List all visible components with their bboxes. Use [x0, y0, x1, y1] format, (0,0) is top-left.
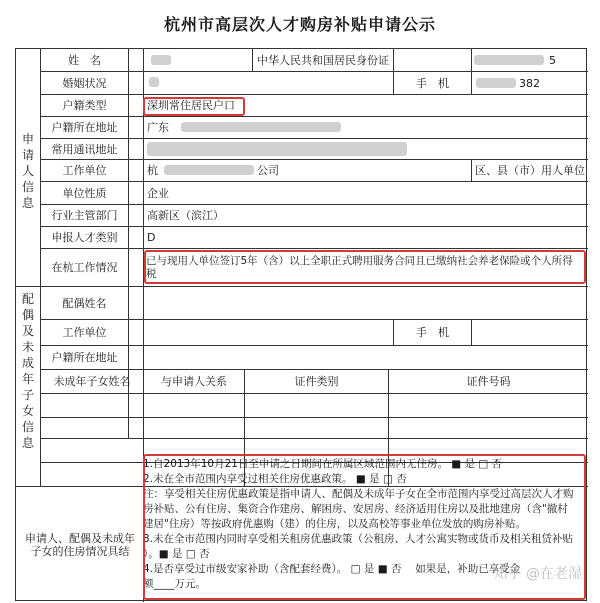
declaration-line: 建居"住房）等按政府优惠购（建）的住房，以及高校等事业单位发放的购房补贴。	[143, 518, 526, 530]
employer-type-value: 企业	[147, 186, 169, 200]
id-number-header: 证件号码	[466, 375, 511, 388]
name-label: 姓 名	[68, 54, 101, 67]
declaration-line: 4.是否享受过市级安家补助（含配套经费）。 □ 是 ■ 否 如果是，补助已享受金	[143, 563, 521, 575]
id-number-value: 5	[549, 54, 556, 67]
hukou-type-value: 深圳常住居民户口	[147, 99, 235, 112]
hukou-place-label: 户籍所在地址	[51, 121, 118, 134]
declaration-line: ）。■ 是 □ 否	[143, 548, 210, 560]
spouse-work-unit-label: 工作单位	[62, 326, 107, 339]
phone-value: 382	[519, 76, 540, 90]
declaration-line: 注：享受相关住房优惠政策是指申请人、配偶及未成年子女在全市范围内享受过高层次人才购	[143, 488, 574, 500]
phone-label: 手 机	[416, 76, 449, 90]
name-redacted	[151, 55, 171, 65]
page-title: 杭州市高层次人才购房补贴申请公示	[163, 15, 436, 34]
hukou-place-redacted	[181, 122, 341, 132]
address-label: 常用通讯地址	[51, 142, 118, 156]
watermark: 知乎 @在老湿	[493, 566, 582, 582]
talent-category-label: 申报人才类别	[51, 231, 118, 244]
work-status-line-1: 已与现用人单位签订5年（含）以上全职正式聘用服务合同且已缴纳社会养老保险或个人所得	[146, 255, 573, 267]
employer-type-label: 单位性质	[62, 186, 107, 200]
spouse-section-label: 配 偶 及 未 成 年 子 女 信 息	[21, 292, 34, 450]
relation-header: 与申请人关系	[161, 375, 227, 388]
declaration-line: 房补贴、公有住房、集资合作建房、解困房、安居房、经济适用住房以及批地建房（含"撤村	[143, 503, 568, 515]
declaration-line: 2.未在全市范围内享受过相关住房优惠政策。 ■ 是 □ 否	[143, 473, 407, 485]
employer-redacted	[164, 165, 254, 175]
id-type-label: 中华人民共和国居民身份证	[257, 54, 389, 67]
marital-label: 婚姻状况	[62, 76, 107, 90]
id-type-header: 证件类别	[294, 375, 339, 388]
hukou-type-highlight	[143, 97, 245, 116]
address-redacted	[147, 142, 407, 156]
declaration-line: 额____万元。	[143, 578, 206, 590]
work-status-highlight	[144, 250, 586, 284]
industry-label: 行业主管部门	[51, 209, 118, 222]
spouse-name-label: 配偶姓名	[62, 296, 107, 310]
applicant-section-label: 申 请 人 信 息	[21, 132, 34, 210]
work-status-line-2: 税	[146, 268, 157, 280]
child-name-header: 未成年子女姓名	[53, 375, 131, 388]
work-status-label: 在杭工作情况	[51, 261, 118, 274]
talent-category-value: D	[147, 231, 156, 244]
marital-redacted	[149, 77, 159, 87]
declaration-line: 1.自2013年10月21日至申请之日期间在所属区域范围内无住房。 ■ 是 □ 否	[143, 458, 503, 470]
hukou-place-value: 广东	[147, 121, 169, 134]
spouse-phone-label: 手 机	[416, 326, 449, 339]
hukou-type-label: 户籍类型	[62, 99, 107, 112]
phone-redacted	[476, 78, 516, 88]
id-number-redacted	[474, 55, 544, 65]
spouse-hukou-place-label: 户籍所在地址	[51, 351, 118, 364]
declaration-line: 3.未在全市范围内同时享受相关租房优惠政策（公租房、人才公寓实物或货币及相关租赁补贴	[143, 533, 574, 545]
district-employer-label: 区、县（市）用人单位	[475, 164, 585, 177]
employer-value: 杭	[147, 164, 158, 177]
industry-value: 高新区（滨江）	[147, 209, 224, 222]
application-form	[15, 48, 587, 601]
employer-suffix: 公司	[257, 164, 279, 177]
housing-section-label: 申请人、配偶及未成年 子女的住房情况具结	[25, 531, 135, 558]
employer-label: 工作单位	[62, 164, 107, 177]
